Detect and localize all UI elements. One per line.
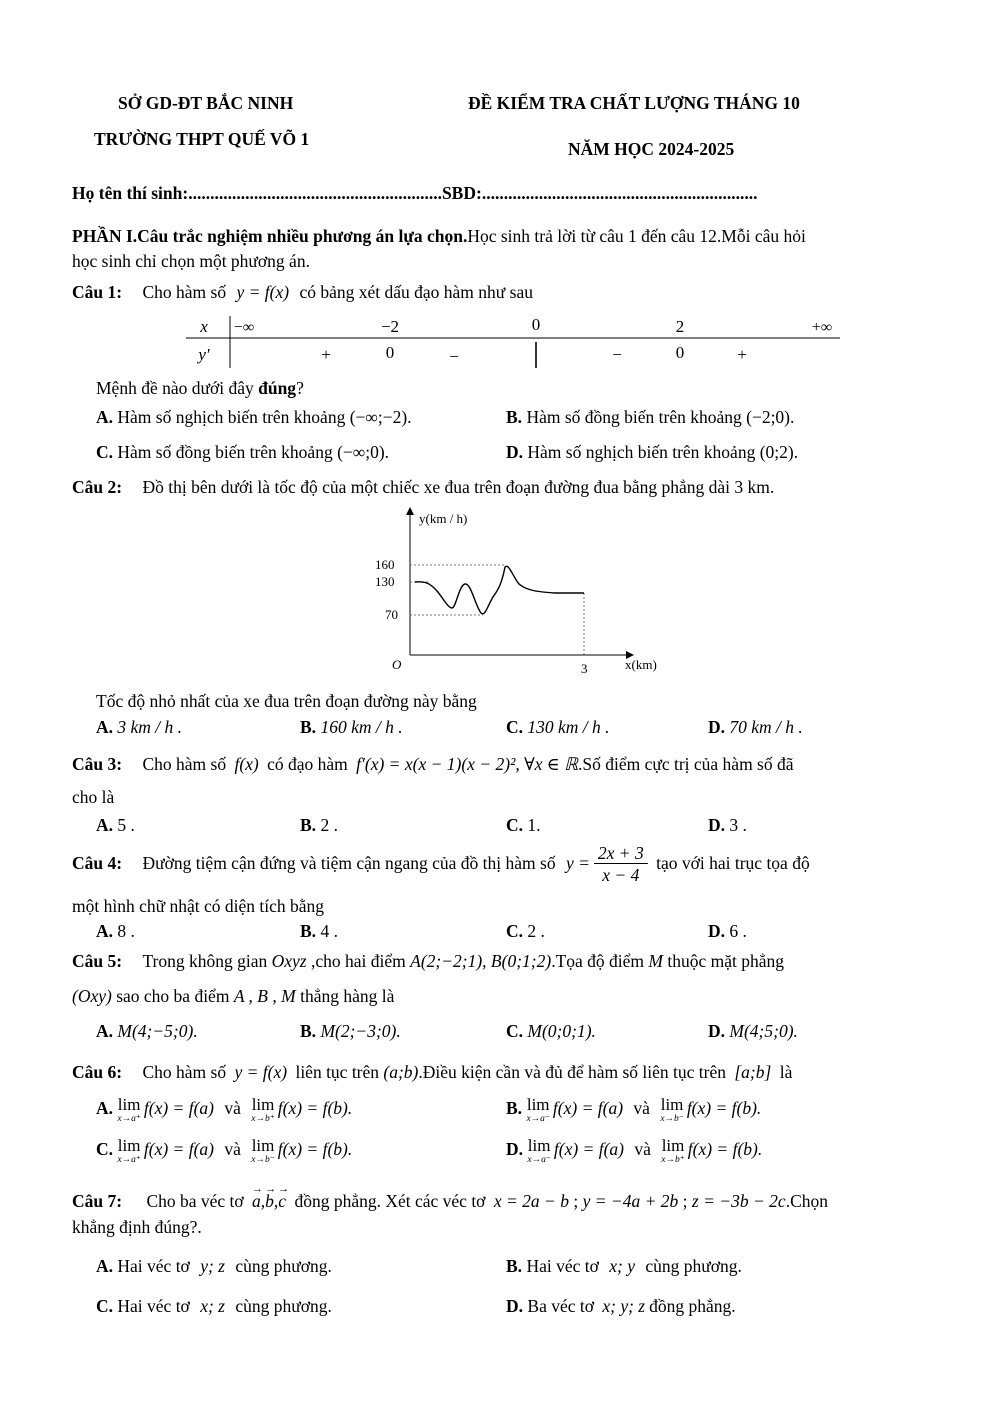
q4-denominator: x − 4	[602, 865, 640, 886]
q4-fraction	[594, 843, 648, 886]
q6-text-a: Cho hàm số	[142, 1062, 227, 1082]
sign-table-x-4: 2	[675, 317, 685, 336]
q6-option-c[interactable]	[96, 1137, 352, 1165]
part1-instruction-2: học sinh chỉ chọn một phương án.	[72, 251, 310, 271]
q1-prompt-c: ?	[296, 378, 304, 398]
option-vectors: x; z	[200, 1296, 225, 1316]
lim-expr: f(x) = f(b).	[277, 1139, 353, 1160]
option-text: 6 .	[729, 921, 747, 941]
option-text: 8 .	[117, 921, 135, 941]
option-text: 2 .	[320, 815, 338, 835]
q7-x-expr: x = 2a − b	[493, 1191, 569, 1211]
and-word: và	[224, 1139, 241, 1160]
lim-word: lim	[117, 1095, 141, 1114]
option-label: A.	[96, 717, 114, 737]
option-text: M(0;0;1).	[527, 1021, 596, 1041]
option-label: D.	[708, 815, 726, 835]
lim-sub: x→b⁺	[251, 1114, 275, 1124]
vector-c: → c	[278, 1190, 286, 1212]
q4-label: Câu 4:	[72, 853, 123, 873]
option-label: C.	[96, 442, 114, 462]
option-post: cùng phương.	[645, 1256, 742, 1276]
graph-y-tick-160: 160	[375, 557, 395, 572]
q4-stem	[72, 840, 810, 886]
q3-stem	[72, 753, 794, 775]
lim-2	[660, 1096, 683, 1124]
lim-2	[661, 1137, 684, 1165]
sign-table-sign-6: +	[737, 345, 747, 364]
option-post: đồng phẳng.	[649, 1296, 736, 1316]
option-text: M(4;−5;0).	[117, 1021, 198, 1041]
q1-option-c[interactable]	[96, 441, 389, 463]
q7-option-d[interactable]	[506, 1295, 736, 1317]
option-pre: Hai véc tơ	[526, 1256, 599, 1276]
option-post: cùng phương.	[235, 1256, 332, 1276]
q2-text: Đồ thị bên dưới là tốc độ của một chiếc xe đua trên đoạn đường đua bằng phẳng dài 3 km.	[142, 477, 775, 497]
option-label: B.	[300, 815, 317, 835]
q5-stem-2	[72, 985, 394, 1007]
q4-option-c[interactable]	[506, 920, 545, 942]
option-text: 2 .	[527, 921, 545, 941]
option-text: Hàm số nghịch biến trên khoảng (−∞;−2).	[117, 407, 412, 427]
q5-label: Câu 5:	[72, 951, 123, 971]
sign-table-sign-2: 0	[385, 343, 395, 362]
option-label: D.	[708, 921, 726, 941]
q4-option-b[interactable]	[300, 920, 338, 942]
vector-a: → a	[252, 1190, 261, 1212]
option-label: A.	[96, 921, 114, 941]
option-label: C.	[506, 921, 524, 941]
q6-open-interval: (a;b)	[383, 1062, 419, 1082]
option-label: B.	[300, 921, 317, 941]
q5-text-a: Trong không gian	[142, 951, 272, 971]
q4-text-c: một hình chữ nhật có diện tích bằng	[72, 896, 324, 916]
q3-text-c: .Số điểm cực trị của hàm số đã	[577, 754, 794, 774]
lim-word: lim	[661, 1136, 685, 1155]
option-label: A.	[96, 1021, 114, 1041]
sign-table	[0, 312, 1000, 372]
graph-y-label: y(km / h)	[419, 511, 468, 526]
option-text: Hàm số đồng biến trên khoảng (−2;0).	[526, 407, 795, 427]
q5-point-m: M	[648, 951, 663, 971]
lim-1	[526, 1096, 549, 1124]
lim-expr: f(x) = f(a)	[552, 1098, 624, 1119]
option-text: 5 .	[117, 815, 135, 835]
sign-table-sign-3: −	[449, 347, 459, 366]
lim-word: lim	[526, 1095, 550, 1114]
option-text: M(2;−3;0).	[320, 1021, 401, 1041]
lim-word: lim	[251, 1095, 275, 1114]
part1-heading	[72, 225, 806, 247]
q5-abm: A , B , M	[233, 986, 296, 1006]
option-label: C.	[506, 1021, 524, 1041]
lim-sub: x→b⁻	[660, 1114, 684, 1124]
lim-word: lim	[117, 1136, 141, 1155]
graph-x-tick-3: 3	[581, 661, 588, 676]
sign-table-sign-5: 0	[675, 343, 685, 362]
q7-vectors: → a,→ b,→ c	[252, 1191, 286, 1211]
q7-text-a: Cho ba véc tơ	[146, 1191, 244, 1211]
sign-table-y-head: y′	[198, 345, 210, 364]
option-label: A.	[96, 1256, 114, 1276]
q3-text-b: có đạo hàm	[267, 754, 348, 774]
option-pre: Ba véc tơ	[527, 1296, 594, 1316]
q6-label: Câu 6:	[72, 1062, 123, 1082]
q5-option-d[interactable]	[708, 1020, 798, 1042]
q3-option-b[interactable]	[300, 814, 338, 836]
lim-1	[117, 1096, 140, 1124]
q7-option-b[interactable]	[506, 1255, 742, 1277]
school-dept: SỞ GD-ĐT BẮC NINH	[118, 93, 294, 113]
q6-text-c: .Điều kiện cần và đủ để hàm số liên tục trên	[418, 1062, 726, 1082]
option-label: D.	[708, 1021, 726, 1041]
q7-z-expr: z = −3b − 2c	[691, 1191, 786, 1211]
q5-text-f: thẳng hàng là	[295, 986, 395, 1006]
lim-word: lim	[527, 1136, 551, 1155]
q2-prompt: Tốc độ nhỏ nhất của xe đua trên đoạn đường này bằng	[96, 691, 477, 711]
q2-option-c[interactable]	[506, 716, 610, 738]
q4-option-a[interactable]	[96, 920, 135, 942]
option-post: cùng phương.	[235, 1296, 332, 1316]
q2-option-b[interactable]	[300, 716, 403, 738]
part1-instruction: Học sinh trả lời từ câu 1 đến câu 12.Mỗi câu hỏi	[467, 226, 806, 246]
option-text: 1.	[527, 815, 541, 835]
lim-word: lim	[251, 1136, 275, 1155]
q7-option-a[interactable]	[96, 1255, 332, 1277]
q6-option-d[interactable]	[506, 1137, 762, 1165]
q3-text-a: Cho hàm số	[142, 754, 227, 774]
lim-sub: x→b⁺	[661, 1155, 685, 1165]
exam-title: ĐỀ KIỂM TRA CHẤT LƯỢNG THÁNG 10	[468, 93, 800, 113]
lim-sub: x→a⁺	[117, 1114, 141, 1124]
lim-expr: f(x) = f(a)	[553, 1139, 624, 1160]
lim-expr: f(x) = f(a)	[143, 1098, 214, 1119]
sign-table-x-3: 0	[531, 315, 541, 334]
q3-option-c[interactable]	[506, 814, 541, 836]
option-label: B.	[506, 407, 523, 427]
q5-stem	[72, 950, 784, 972]
sign-table-x-5: +∞	[811, 319, 833, 336]
q6-closed-interval: [a;b]	[734, 1062, 772, 1082]
q1-option-d[interactable]	[506, 441, 798, 463]
q6-func: y = f(x)	[234, 1062, 288, 1082]
q2-option-d[interactable]	[708, 716, 803, 738]
q5-text-e: sao cho ba điểm	[111, 986, 234, 1006]
q1-text-a: Cho hàm số	[142, 282, 227, 302]
sign-table-sign-4: −	[612, 345, 622, 364]
q5-text-c: .Tọa độ điểm	[551, 951, 649, 971]
option-label: B.	[506, 1098, 523, 1119]
sign-table-sign-1: +	[321, 345, 331, 364]
and-word: và	[634, 1139, 651, 1160]
graph-origin: O	[392, 657, 402, 672]
q7-text-b: đồng phẳng. Xét các véc tơ	[294, 1191, 486, 1211]
q1-prompt-b: đúng	[258, 378, 297, 398]
option-vectors: y; z	[200, 1256, 225, 1276]
speed-graph	[355, 505, 675, 685]
lim-sub: x→a⁺	[117, 1155, 141, 1165]
option-label: D.	[506, 1139, 524, 1160]
lim-2	[251, 1096, 274, 1124]
option-text: Hàm số đồng biến trên khoảng (−∞;0).	[117, 442, 390, 462]
option-text: M(4;5;0).	[729, 1021, 798, 1041]
option-label: C.	[96, 1139, 114, 1160]
lim-sub: x→a⁻	[527, 1155, 551, 1165]
q1-label: Câu 1:	[72, 282, 123, 302]
and-word: và	[224, 1098, 241, 1119]
q3-option-a[interactable]	[96, 814, 135, 836]
q7-stem: Câu 7: Cho ba véc tơ → a,→ b,→ c đồng phẳng. Xét các véc tơ x = 2a − b ; y = −4a + 2b ; z = −3b − 2c.Chọn	[72, 1190, 828, 1212]
lim-expr: f(x) = f(b).	[686, 1098, 762, 1119]
q1-text-b: có bảng xét dấu đạo hàm như sau	[299, 282, 533, 302]
option-text: 160 km / h .	[320, 717, 403, 737]
q3-func: f(x)	[234, 754, 259, 774]
option-text: Hàm số nghịch biến trên khoảng (0;2).	[527, 442, 799, 462]
option-text: 130 km / h .	[527, 717, 610, 737]
lim-word: lim	[660, 1095, 684, 1114]
option-label: B.	[300, 1021, 317, 1041]
q1-option-a[interactable]	[96, 406, 412, 428]
and-word: và	[633, 1098, 650, 1119]
q3-text-d: cho là	[72, 787, 115, 807]
q6-option-b[interactable]	[506, 1096, 761, 1124]
school-name: TRƯỜNG THPT QUẾ VÕ 1	[94, 129, 310, 149]
q5-option-c[interactable]	[506, 1020, 596, 1042]
q3-derivative: f′(x) = x(x − 1)(x − 2)², ∀x ∈ ℝ	[356, 754, 578, 774]
q3-label: Câu 3:	[72, 754, 123, 774]
option-label: C.	[506, 815, 524, 835]
q1-stem	[72, 281, 533, 303]
q7-option-c[interactable]	[96, 1295, 332, 1317]
q4-option-d[interactable]	[708, 920, 747, 942]
q6-text-b: liên tục trên	[295, 1062, 380, 1082]
q3-option-d[interactable]	[708, 814, 747, 836]
lim-expr: f(x) = f(b).	[277, 1098, 353, 1119]
option-text: 70 km / h .	[729, 717, 803, 737]
sign-table-x-2: −2	[380, 317, 400, 336]
option-label: A.	[96, 407, 114, 427]
lim-1	[527, 1137, 550, 1165]
option-label: B.	[506, 1256, 523, 1276]
option-label: A.	[96, 815, 114, 835]
q1-func: y = f(x)	[236, 282, 290, 302]
option-label: B.	[300, 717, 317, 737]
q5-option-a[interactable]	[96, 1020, 198, 1042]
q7-y-expr: y = −4a + 2b	[582, 1191, 679, 1211]
option-vectors: x; y; z	[602, 1296, 646, 1316]
q6-stem	[72, 1061, 792, 1083]
q7-label: Câu 7:	[72, 1191, 123, 1211]
option-pre: Hai véc tơ	[117, 1256, 190, 1276]
lim-expr: f(x) = f(b).	[687, 1139, 763, 1160]
option-label: D.	[708, 717, 726, 737]
lim-sub: x→b⁻	[251, 1155, 275, 1165]
q5-plane: (Oxy)	[72, 986, 112, 1006]
q5-text-d: thuộc mặt phẳng	[662, 951, 784, 971]
q6-option-a[interactable]	[96, 1096, 352, 1124]
option-text: 4 .	[320, 921, 338, 941]
vector-b: → b	[265, 1190, 274, 1212]
option-label: C.	[506, 717, 524, 737]
option-label: D.	[506, 442, 524, 462]
q1-option-b[interactable]	[506, 406, 794, 428]
option-vectors: x; y	[609, 1256, 635, 1276]
option-label: C.	[96, 1296, 114, 1316]
option-label: D.	[506, 1296, 524, 1316]
q2-option-a[interactable]	[96, 716, 182, 738]
q5-points: A(2;−2;1), B(0;1;2)	[410, 951, 552, 971]
graph-x-label: x(km)	[625, 657, 657, 672]
option-text: 3 .	[729, 815, 747, 835]
q7-text-d: khẳng định đúng?.	[72, 1217, 202, 1237]
student-info-line: Họ tên thí sinh:..........................................................SBD:...............................................................	[72, 183, 758, 203]
graph-y-tick-130: 130	[375, 574, 395, 589]
q4-text-a: Đường tiệm cận đứng và tiệm cận ngang của đồ thị hàm số	[142, 853, 556, 873]
option-pre: Hai véc tơ	[117, 1296, 190, 1316]
part1-title: PHẦN I.Câu trắc nghiệm nhiều phương án lựa chọn.	[72, 226, 468, 246]
q2-label: Câu 2:	[72, 477, 123, 497]
q6-text-d: là	[779, 1062, 793, 1082]
q5-option-b[interactable]	[300, 1020, 401, 1042]
sign-table-x-head: x	[200, 317, 208, 336]
q5-text-b: ,cho hai điểm	[306, 951, 411, 971]
lim-sub: x→a⁻	[526, 1114, 550, 1124]
q4-text-b: tạo với hai trục tọa độ	[656, 853, 810, 873]
speed-curve	[415, 566, 584, 614]
q7-text-c: .Chọn	[785, 1191, 828, 1211]
q2-stem	[72, 476, 774, 498]
q4-numerator: 2x + 3	[594, 843, 648, 864]
option-text: 3 km / h .	[117, 717, 183, 737]
option-label: A.	[96, 1098, 114, 1119]
lim-1	[117, 1137, 140, 1165]
school-year: NĂM HỌC 2024-2025	[568, 139, 735, 159]
q4-func-lhs: y =	[565, 853, 590, 873]
q1-prompt	[96, 377, 304, 399]
q5-space: Oxyz	[271, 951, 307, 971]
q1-prompt-a: Mệnh đề nào dưới đây	[96, 378, 259, 398]
graph-y-tick-70: 70	[385, 607, 398, 622]
sign-table-x-1: −∞	[233, 319, 255, 336]
lim-2	[251, 1137, 274, 1165]
lim-expr: f(x) = f(a)	[143, 1139, 214, 1160]
